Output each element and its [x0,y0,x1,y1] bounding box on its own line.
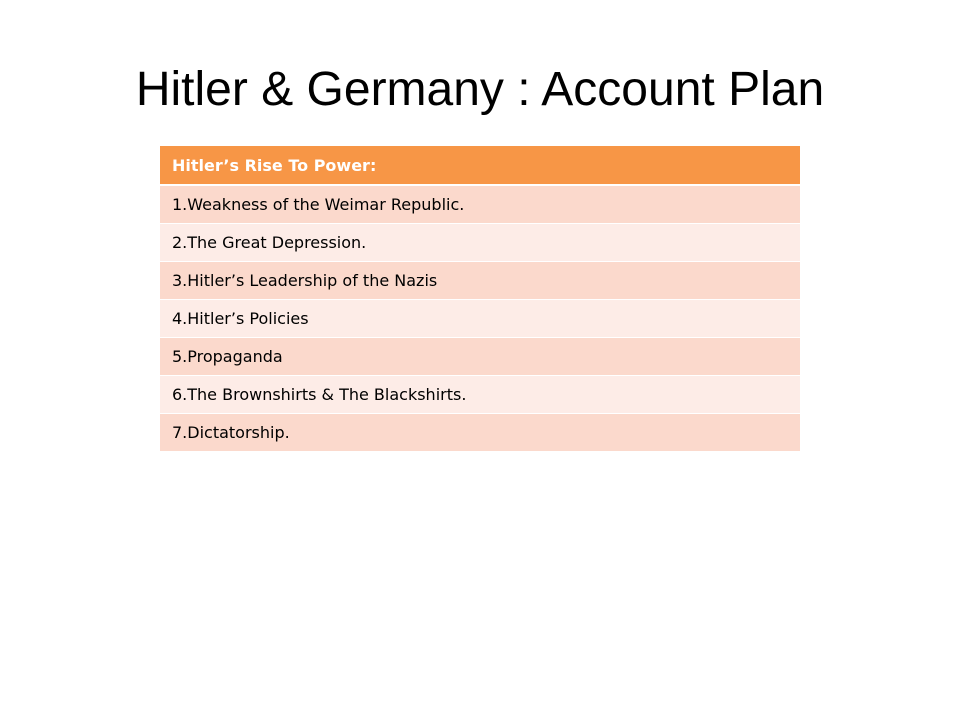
table-cell: 1.Weakness of the Weimar Republic. [160,185,800,223]
table-header-row [160,146,800,185]
account-plan-table [160,146,800,452]
table-row [160,261,800,299]
table-header-cell: Hitler’s Rise To Power: [160,146,800,185]
table-cell: 7.Dictatorship. [160,413,800,451]
table-row [160,223,800,261]
table-row [160,337,800,375]
table-cell: 6.The Brownshirts & The Blackshirts. [160,375,800,413]
table-row [160,185,800,223]
table-row [160,375,800,413]
account-plan-table-container [160,146,800,452]
table-cell: 4.Hitler’s Policies [160,299,800,337]
table-cell: 2.The Great Depression. [160,223,800,261]
slide-title: Hitler & Germany : Account Plan [135,63,825,116]
table-row [160,413,800,451]
table-cell: 3.Hitler’s Leadership of the Nazis [160,261,800,299]
table-row [160,299,800,337]
table-cell: 5.Propaganda [160,337,800,375]
